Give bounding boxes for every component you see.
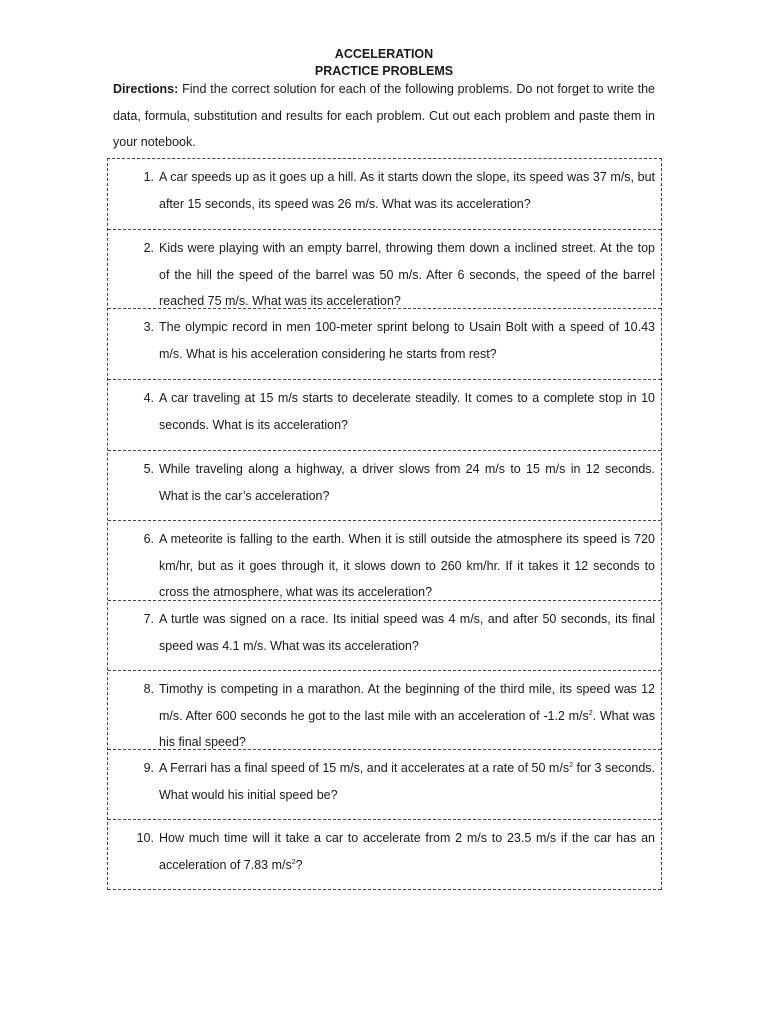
problem-text-part: for 3 seconds. What would his initial speed be?	[159, 761, 655, 802]
problem-item	[108, 521, 661, 601]
superscript: 2	[588, 709, 593, 717]
problem-text: A turtle was signed on a race. Its initial speed was 4 m/s, and after 50 seconds, its final speed was 4.1 m/s. What was its acceleration?	[159, 612, 655, 653]
problem-text: The olympic record in men 100-meter sprint belong to Usain Bolt with a speed of 10.43 m/s. What is his acceleration considering he starts from rest?	[159, 320, 655, 361]
problem-number: 7.	[143, 612, 154, 626]
problem-number: 9.	[143, 761, 154, 775]
problem-number: 3.	[143, 320, 154, 334]
problem-text: A car traveling at 15 m/s starts to decelerate steadily. It comes to a complete stop in 10 seconds. What is its acceleration?	[159, 391, 655, 432]
directions-paragraph	[113, 76, 655, 156]
problem-item	[108, 159, 661, 230]
problem-number: 1.	[143, 170, 154, 184]
problem-number: 4.	[143, 391, 154, 405]
problem-text: A car speeds up as it goes up a hill. As it starts down the slope, its speed was 37 m/s, but after 15 seconds, its speed was 26 m/s. What was its acceleration?	[159, 170, 655, 211]
problem-text-part: Timothy is competing in a marathon. At the beginning of the third mile, its speed was 12 m/s. After 600 seconds he got to the last mile with an acceleration of -1.2 m/s	[159, 682, 655, 723]
problem-item	[108, 451, 661, 521]
problem-text	[159, 755, 655, 808]
problem-text-part: A Ferrari has a final speed of 15 m/s, and it accelerates at a rate of 50 m/s	[159, 761, 570, 775]
problem-text-part: ?	[295, 857, 303, 872]
superscript: 2	[569, 762, 573, 769]
problem-text-part: How much time will it take a car to accelerate from 2 m/s to 23.5 m/s if the car has an acceleration of 7.83 m/s	[159, 831, 655, 872]
problem-item	[108, 750, 661, 820]
problem-text: Kids were playing with an empty barrel, throwing them down a inclined street. At the top of the hill the speed of the barrel was 50 m/s. After 6 seconds, the speed of the barrel reached 75 m/s. What was its acceleration?	[159, 241, 655, 308]
problem-item	[108, 601, 661, 671]
superscript: 2	[291, 858, 296, 866]
problem-text-part: . What was his final speed?	[159, 708, 655, 749]
problem-item	[108, 230, 661, 309]
problem-text: A meteorite is falling to the earth. When it is still outside the atmosphere its speed is 720 km/hr, but as it goes through it, it slows down to 260 km/hr. If it takes it 12 seconds to cross the atmosphere, what was its acceleration?	[159, 532, 655, 599]
problem-item	[108, 380, 661, 451]
page-title: ACCELERATION	[334, 47, 434, 61]
page-subtitle: PRACTICE PROBLEMS	[314, 64, 454, 78]
problem-item	[108, 309, 661, 380]
directions-text: Find the correct solution for each of the following problems. Do not forget to write the data, formula, substitution and results for each problem. Cut out each problem and paste them in your notebook.	[113, 82, 655, 149]
problem-list	[107, 158, 662, 890]
directions-label: Directions:	[113, 82, 179, 96]
problem-text	[159, 825, 655, 878]
problem-number: 8.	[143, 682, 154, 696]
problem-number: 6.	[143, 532, 154, 546]
problem-item	[108, 820, 661, 890]
problem-number: 5.	[143, 462, 154, 476]
problem-number: 10.	[136, 831, 154, 845]
problem-number: 2.	[143, 241, 154, 255]
problem-item	[108, 671, 661, 750]
problem-text	[159, 676, 655, 756]
problem-text: While traveling along a highway, a driver slows from 24 m/s to 15 m/s in 12 seconds. What is the car’s acceleration?	[159, 462, 655, 503]
